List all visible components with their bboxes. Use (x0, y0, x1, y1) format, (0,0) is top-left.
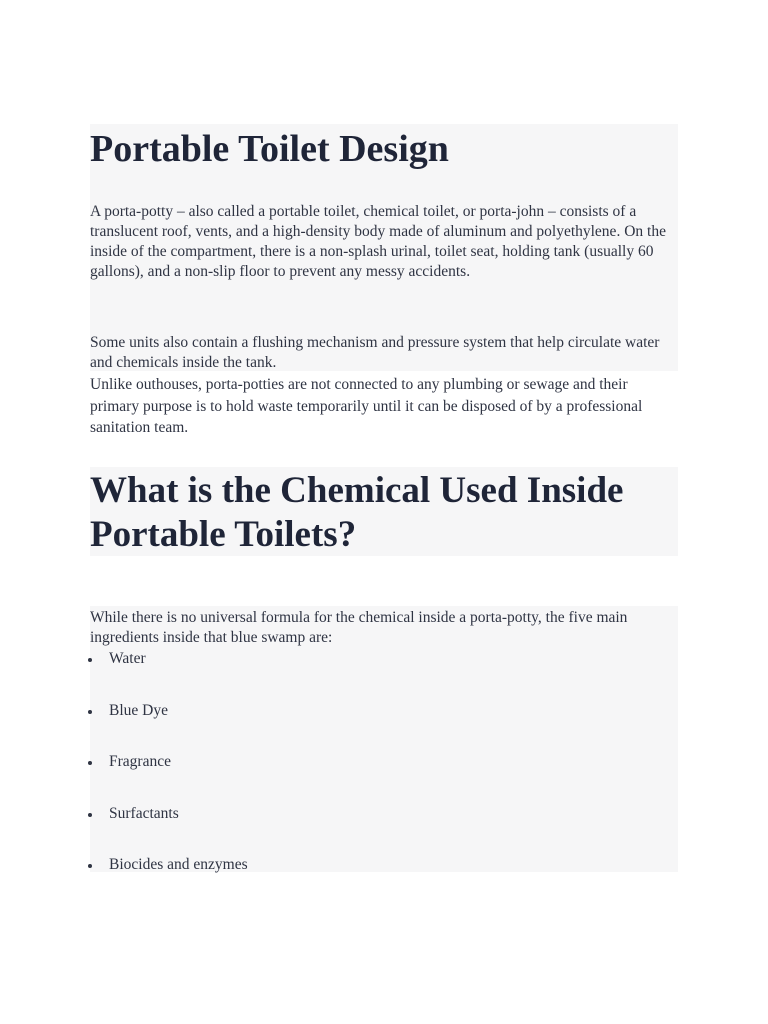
paragraph-text: Some units also contain a flushing mechanism and pressure system that help circulate water and chemicals inside the tank. (90, 334, 660, 371)
section-portable-toilet-design (90, 126, 680, 172)
list-item: Biocides and enzymes (90, 855, 680, 875)
design-paragraph-2 (90, 333, 680, 373)
list-item: Surfactants (90, 804, 680, 824)
design-paragraph-1 (90, 202, 680, 282)
paragraph-text: While there is no universal formula for the chemical inside a porta-potty, the five main ingredients inside that blue swamp are: (90, 609, 628, 646)
chemical-intro (90, 608, 660, 648)
section-title: What is the Chemical Used Inside Portable Toilets? (90, 470, 624, 555)
section-chemical-heading (90, 469, 678, 557)
design-paragraph-3 (90, 374, 655, 439)
list-item: Water (90, 649, 680, 669)
ingredients-list (90, 649, 680, 907)
list-item: Fragrance (90, 752, 680, 772)
paragraph-text: Unlike outhouses, porta-potties are not connected to any plumbing or sewage and their primary purpose is to hold waste temporarily until it can be disposed of by a professional sanitation team. (90, 376, 643, 436)
bullet-list (90, 649, 680, 875)
list-item: Blue Dye (90, 701, 680, 721)
paragraph-text: A porta-potty – also called a portable toilet, chemical toilet, or porta-john – consists of a translucent roof, vents, and a high-density body made of aluminum and polyethylene. On the inside of the compartment, there is a non-splash urinal, toilet seat, holding tank (usually 60 gallons), and a non-slip floor to prevent any messy accidents. (90, 203, 666, 280)
page-title: Portable Toilet Design (90, 128, 449, 170)
